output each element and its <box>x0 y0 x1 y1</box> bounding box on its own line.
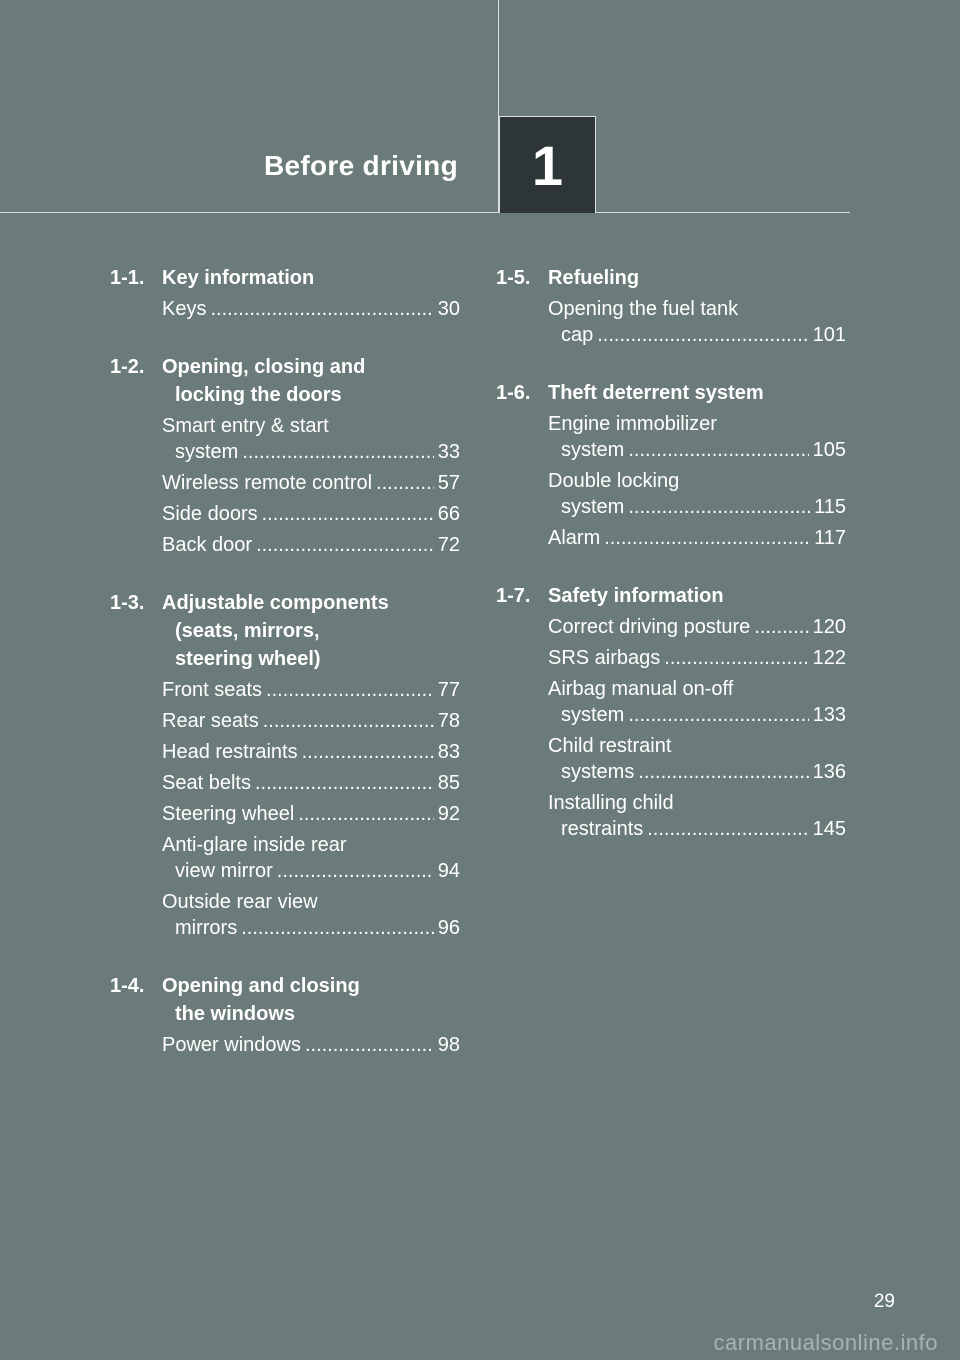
entry-label: Opening the fuel tank <box>548 298 739 320</box>
entry-text <box>162 501 460 527</box>
toc-entry[interactable] <box>110 413 460 465</box>
entry-line <box>162 296 460 322</box>
dot-leader <box>263 708 434 734</box>
entry-page: 57 <box>437 472 460 494</box>
dot-leader <box>597 322 808 348</box>
entry-page: 117 <box>814 527 846 549</box>
section-title-line: Safety information <box>548 585 724 607</box>
entry-line <box>548 468 846 494</box>
entry-page: 33 <box>437 441 460 463</box>
page-number: 29 <box>873 1291 895 1312</box>
entry-label: Side doors <box>162 503 258 525</box>
toc-entry[interactable] <box>110 739 460 765</box>
entry-label: SRS airbags <box>548 647 661 669</box>
entry-line <box>548 296 846 322</box>
entry-label: Keys <box>162 298 207 320</box>
toc-entry[interactable] <box>496 296 846 348</box>
divider-horizontal <box>0 212 850 213</box>
entry-line <box>162 1032 460 1058</box>
entry-line <box>162 439 460 465</box>
entry-text <box>548 614 846 640</box>
entry-line <box>548 614 846 640</box>
entry-text <box>162 739 460 765</box>
toc-entry[interactable] <box>496 525 846 551</box>
section-title-line: Opening and closing <box>162 975 360 997</box>
entry-label: Child restraint <box>548 735 672 757</box>
entry-line <box>548 645 846 671</box>
entry-line <box>548 525 846 551</box>
dot-leader <box>241 915 434 941</box>
toc-entry[interactable] <box>496 468 846 520</box>
section-heading <box>496 582 846 610</box>
entry-page: 133 <box>812 704 846 726</box>
entry-page: 77 <box>437 679 460 701</box>
entry-page: 78 <box>437 710 460 732</box>
section-title-line: Opening, closing and <box>162 356 366 378</box>
section-heading <box>496 264 846 292</box>
section-title <box>548 264 846 292</box>
entry-text <box>548 296 846 348</box>
entry-text <box>548 468 846 520</box>
entry-page: 30 <box>437 298 460 320</box>
dot-leader <box>262 501 434 527</box>
toc-entry[interactable] <box>110 708 460 734</box>
entry-line <box>548 411 846 437</box>
entry-label: Back door <box>162 534 253 556</box>
entry-label: system <box>561 496 625 518</box>
dot-leader <box>305 1032 434 1058</box>
toc-entry[interactable] <box>110 801 460 827</box>
entry-line <box>162 770 460 796</box>
dot-leader <box>302 739 434 765</box>
entry-label: Front seats <box>162 679 263 701</box>
entry-list <box>110 1032 460 1058</box>
entry-page: 83 <box>437 741 460 763</box>
entry-label: Installing child <box>548 792 674 814</box>
section-heading <box>110 264 460 292</box>
entry-label: Airbag manual on-off <box>548 678 734 700</box>
section-title <box>548 582 846 610</box>
section-number: 1-1. <box>110 267 145 289</box>
section-heading <box>496 379 846 407</box>
toc-entry[interactable] <box>110 501 460 527</box>
chapter-number-box <box>499 116 596 213</box>
entry-line <box>162 532 460 558</box>
dot-leader <box>604 525 810 551</box>
section-heading <box>110 972 460 1028</box>
entry-text <box>162 801 460 827</box>
entry-text <box>548 790 846 842</box>
entry-label: Anti-glare inside rear <box>162 834 347 856</box>
entry-page: 115 <box>814 496 846 518</box>
entry-label: system <box>175 441 239 463</box>
section-title <box>162 589 460 673</box>
entry-label: system <box>561 704 625 726</box>
section-title-line: Refueling <box>548 267 640 289</box>
entry-label: Seat belts <box>162 772 251 794</box>
entry-text <box>548 525 846 551</box>
toc-section <box>110 353 460 558</box>
entry-page: 94 <box>437 860 460 882</box>
entry-line <box>162 801 460 827</box>
entry-list <box>110 677 460 941</box>
entry-line <box>162 501 460 527</box>
entry-page: 85 <box>437 772 460 794</box>
section-title <box>548 379 846 407</box>
toc-entry[interactable] <box>110 832 460 884</box>
entry-text <box>162 296 460 322</box>
entry-line <box>548 790 846 816</box>
entry-text <box>548 733 846 785</box>
entry-page: 66 <box>437 503 460 525</box>
chapter-number: 1 <box>531 133 564 197</box>
toc-entry[interactable] <box>110 532 460 558</box>
entry-line <box>162 739 460 765</box>
entry-page: 96 <box>437 917 460 939</box>
entry-label: Alarm <box>548 527 601 549</box>
toc-entry[interactable] <box>110 1032 460 1058</box>
toc-section <box>110 972 460 1058</box>
entry-list <box>110 296 460 322</box>
dot-leader <box>638 759 808 785</box>
entry-page: 120 <box>812 616 846 638</box>
entry-label: Head restraints <box>162 741 298 763</box>
toc-column-left <box>110 264 460 1089</box>
dot-leader <box>628 494 810 520</box>
entry-label: Steering wheel <box>162 803 295 825</box>
section-title <box>162 264 460 292</box>
section-number: 1-7. <box>496 585 531 607</box>
toc-entry[interactable] <box>496 676 846 728</box>
entry-label: Rear seats <box>162 710 259 732</box>
section-heading <box>110 589 460 673</box>
section-title-line: (seats, mirrors, <box>175 620 320 642</box>
entry-text <box>162 1032 460 1058</box>
entry-page: 92 <box>437 803 460 825</box>
dot-leader <box>277 858 434 884</box>
toc-entry[interactable] <box>496 733 846 785</box>
entry-label: Smart entry & start <box>162 415 329 437</box>
dot-leader <box>664 645 808 671</box>
dot-leader <box>242 439 433 465</box>
toc-column-right <box>496 264 846 873</box>
entry-line <box>548 676 846 702</box>
entry-text <box>548 676 846 728</box>
dot-leader <box>266 677 434 703</box>
entry-line <box>548 759 846 785</box>
entry-page: 105 <box>812 439 846 461</box>
entry-text <box>162 770 460 796</box>
entry-label: system <box>561 439 625 461</box>
entry-text <box>162 677 460 703</box>
entry-line <box>548 816 846 842</box>
entry-text <box>162 889 460 941</box>
dot-leader <box>628 702 808 728</box>
entry-label: mirrors <box>175 917 238 939</box>
entry-text <box>162 832 460 884</box>
dot-leader <box>647 816 808 842</box>
section-title <box>162 972 460 1028</box>
entry-text <box>548 645 846 671</box>
entry-text <box>548 411 846 463</box>
entry-line <box>162 858 460 884</box>
entry-line <box>548 322 846 348</box>
toc-section <box>110 589 460 941</box>
entry-page: 136 <box>812 761 846 783</box>
entry-label: Outside rear view <box>162 891 318 913</box>
entry-page: 122 <box>812 647 846 669</box>
watermark: carmanualsonline.info <box>713 1330 938 1355</box>
section-number: 1-6. <box>496 382 531 404</box>
dot-leader <box>256 532 434 558</box>
section-title-line: locking the doors <box>175 384 342 406</box>
dot-leader <box>210 296 433 322</box>
section-number: 1-3. <box>110 592 145 614</box>
toc-entry[interactable] <box>110 677 460 703</box>
entry-line <box>548 733 846 759</box>
chapter-title: Before driving <box>263 150 458 181</box>
section-title-line: Theft deterrent system <box>548 382 764 404</box>
entry-text <box>162 413 460 465</box>
entry-label: Correct driving posture <box>548 616 751 638</box>
entry-list <box>110 413 460 558</box>
dot-leader <box>255 770 434 796</box>
toc-entry[interactable] <box>110 889 460 941</box>
section-number: 1-2. <box>110 356 145 378</box>
dot-leader <box>754 614 808 640</box>
entry-list <box>496 614 846 842</box>
section-title-line: steering wheel) <box>175 648 321 670</box>
dot-leader <box>628 437 808 463</box>
entry-label: cap <box>561 324 594 346</box>
section-number: 1-4. <box>110 975 145 997</box>
entry-page: 101 <box>812 324 846 346</box>
entry-line <box>162 889 460 915</box>
section-title-line: the windows <box>175 1003 295 1025</box>
entry-page: 72 <box>437 534 460 556</box>
entry-line <box>162 915 460 941</box>
entry-label: Power windows <box>162 1034 301 1056</box>
entry-page: 145 <box>812 818 846 840</box>
section-title-line: Adjustable components <box>162 592 389 614</box>
entry-line <box>162 832 460 858</box>
entry-label: Double locking <box>548 470 680 492</box>
toc-entry[interactable] <box>496 614 846 640</box>
entry-text <box>162 470 460 496</box>
toc-entry[interactable] <box>496 411 846 463</box>
entry-text <box>162 532 460 558</box>
entry-label: Wireless remote control <box>162 472 373 494</box>
section-heading <box>110 353 460 409</box>
entry-text <box>162 708 460 734</box>
entry-label: view mirror <box>175 860 273 882</box>
entry-line <box>162 677 460 703</box>
entry-line <box>548 437 846 463</box>
entry-line <box>162 413 460 439</box>
toc-section <box>110 264 460 322</box>
section-number: 1-5. <box>496 267 531 289</box>
toc-section <box>496 582 846 842</box>
entry-line <box>162 470 460 496</box>
entry-label: restraints <box>561 818 644 840</box>
toc-section <box>496 379 846 551</box>
toc-section <box>496 264 846 348</box>
entry-line <box>162 708 460 734</box>
entry-list <box>496 411 846 551</box>
dot-leader <box>298 801 433 827</box>
toc-entry[interactable] <box>110 296 460 322</box>
section-title <box>162 353 460 409</box>
toc-entry[interactable] <box>110 770 460 796</box>
entry-page: 98 <box>437 1034 460 1056</box>
entry-label: systems <box>561 761 635 783</box>
toc-entry[interactable] <box>496 790 846 842</box>
entry-line <box>548 702 846 728</box>
toc-entry[interactable] <box>110 470 460 496</box>
entry-list <box>496 296 846 348</box>
entry-label: Engine immobilizer <box>548 413 717 435</box>
section-title-line: Key information <box>162 267 315 289</box>
dot-leader <box>376 470 434 496</box>
entry-line <box>548 494 846 520</box>
toc-entry[interactable] <box>496 645 846 671</box>
